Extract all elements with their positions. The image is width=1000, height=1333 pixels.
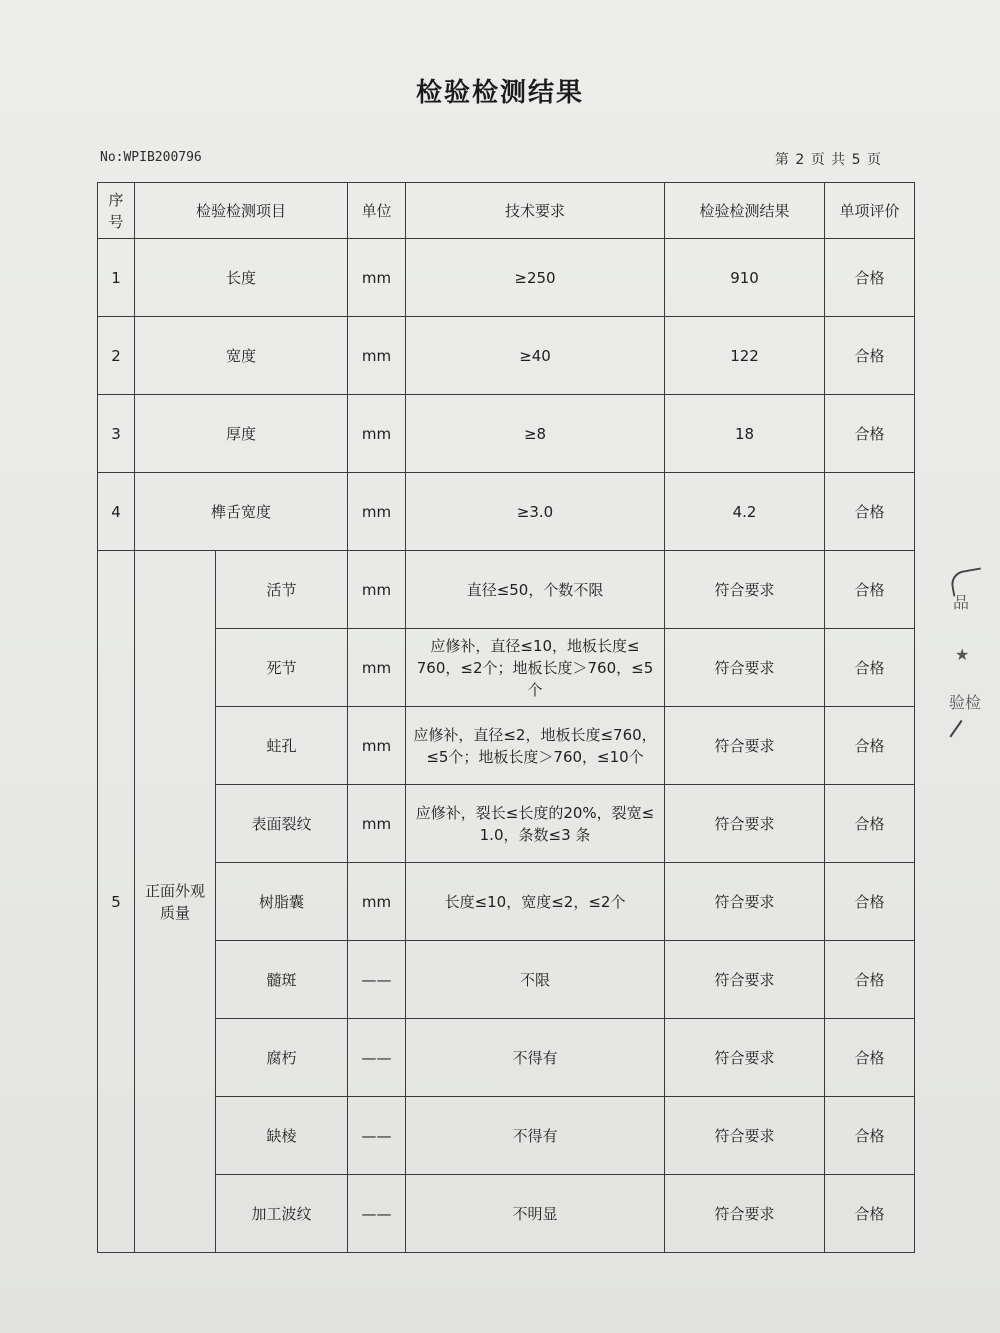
- result-cell: 符合要求: [665, 863, 825, 941]
- requirement-cell: [406, 1175, 665, 1253]
- requirement-cell: [406, 551, 665, 629]
- item-cell: 缺棱: [216, 1097, 348, 1175]
- evaluation-cell: 合格: [825, 941, 915, 1019]
- requirement-cell: [406, 941, 665, 1019]
- requirement-cell: [406, 1019, 665, 1097]
- table-row: [98, 551, 915, 629]
- evaluation-cell: 合格: [825, 863, 915, 941]
- item-cell: 厚度: [135, 395, 348, 473]
- result-cell: 910: [665, 239, 825, 317]
- inspection-stamp: [945, 570, 985, 750]
- table-row: [98, 239, 915, 317]
- item-cell: 宽度: [135, 317, 348, 395]
- unit-cell: ——: [348, 941, 406, 1019]
- unit-cell: mm: [348, 473, 406, 551]
- seq-cell: 3: [98, 395, 135, 473]
- item-cell: 死节: [216, 629, 348, 707]
- table-row: [98, 1097, 915, 1175]
- result-cell: 122: [665, 317, 825, 395]
- requirement-cell: [406, 629, 665, 707]
- unit-cell: ——: [348, 1097, 406, 1175]
- group-label-line2: 质量: [159, 903, 190, 922]
- evaluation-cell: 合格: [825, 1175, 915, 1253]
- requirement-line1: 应修补，裂长≤长度的20%，裂宽≤: [415, 803, 655, 822]
- result-cell: 符合要求: [665, 941, 825, 1019]
- unit-cell: mm: [348, 395, 406, 473]
- stamp-text-bottom: 验检: [949, 693, 982, 712]
- result-cell: 符合要求: [665, 1019, 825, 1097]
- header-requirement: 技术要求: [406, 183, 665, 239]
- evaluation-cell: 合格: [825, 239, 915, 317]
- seq-cell: 2: [98, 317, 135, 395]
- requirement-cell: [406, 863, 665, 941]
- unit-cell: mm: [348, 629, 406, 707]
- requirement-line1: 长度≤10，宽度≤2，≤2个: [444, 892, 626, 911]
- requirement-cell: ≥3.0: [406, 473, 665, 551]
- table-row: [98, 317, 915, 395]
- requirement-cell: ≥40: [406, 317, 665, 395]
- evaluation-cell: 合格: [825, 1097, 915, 1175]
- requirement-line1: 直径≤50，个数不限: [466, 580, 604, 599]
- seq-cell: 1: [98, 239, 135, 317]
- requirement-cell: [406, 785, 665, 863]
- page-title: 检验检测结果: [415, 78, 584, 108]
- evaluation-cell: 合格: [825, 473, 915, 551]
- unit-cell: mm: [348, 317, 406, 395]
- requirement-cell: ≥8: [406, 395, 665, 473]
- unit-cell: mm: [348, 863, 406, 941]
- result-cell: 4.2: [665, 473, 825, 551]
- table-row: [98, 395, 915, 473]
- table-row: [98, 1175, 915, 1253]
- header-result: 检验检测结果: [665, 183, 825, 239]
- table-row: [98, 1019, 915, 1097]
- requirement-line1: 不明显: [512, 1204, 558, 1223]
- item-cell: 长度: [135, 239, 348, 317]
- unit-cell: mm: [348, 785, 406, 863]
- evaluation-cell: 合格: [825, 317, 915, 395]
- item-cell: 榫舌宽度: [135, 473, 348, 551]
- table-row: [98, 707, 915, 785]
- evaluation-cell: 合格: [825, 629, 915, 707]
- item-cell: 树脂囊: [216, 863, 348, 941]
- requirement-line1: 应修补，直径≤2，地板长度≤760，: [413, 725, 657, 744]
- unit-cell: ——: [348, 1019, 406, 1097]
- requirement-line1: 应修补，直径≤10，地板长度≤: [430, 636, 640, 655]
- requirement-cell: [406, 1097, 665, 1175]
- header-unit: 单位: [348, 183, 406, 239]
- stamp-text-top: 品: [953, 593, 970, 612]
- table-row: [98, 629, 915, 707]
- requirement-line1: 不得有: [512, 1048, 558, 1067]
- item-cell: 蛀孔: [216, 707, 348, 785]
- unit-cell: mm: [348, 707, 406, 785]
- table-row: [98, 473, 915, 551]
- requirement-line1: 不得有: [512, 1126, 558, 1145]
- requirement-line2: ≤5个；地板长度＞760，≤10个: [426, 747, 644, 766]
- header-evaluation: 单项评价: [825, 183, 915, 239]
- stamp-border-bottom: [949, 720, 980, 750]
- evaluation-cell: 合格: [825, 395, 915, 473]
- item-cell: 加工波纹: [216, 1175, 348, 1253]
- table-row: [98, 863, 915, 941]
- evaluation-cell: 合格: [825, 707, 915, 785]
- requirement-line2: 1.0，条数≤3 条: [479, 825, 591, 844]
- evaluation-cell: 合格: [825, 785, 915, 863]
- item-cell: 活节: [216, 551, 348, 629]
- seq-cell: 5: [98, 551, 135, 1253]
- header-item: 检验检测项目: [135, 183, 348, 239]
- unit-cell: ——: [348, 1175, 406, 1253]
- requirement-line2: 760，≤2个；地板长度＞760，≤5个: [416, 658, 654, 699]
- unit-cell: mm: [348, 551, 406, 629]
- star-icon: ★: [955, 645, 970, 664]
- table-row: [98, 785, 915, 863]
- document-number: No:WPIB200796: [100, 150, 202, 165]
- unit-cell: mm: [348, 239, 406, 317]
- group-label-line1: 正面外观: [144, 881, 205, 900]
- results-table: [97, 182, 915, 1253]
- evaluation-cell: 合格: [825, 1019, 915, 1097]
- requirement-cell: ≥250: [406, 239, 665, 317]
- result-cell: 18: [665, 395, 825, 473]
- table-header-row: [98, 183, 915, 239]
- group-label-cell: [135, 551, 216, 1253]
- result-cell: 符合要求: [665, 629, 825, 707]
- item-cell: 髓斑: [216, 941, 348, 1019]
- table-row: [98, 941, 915, 1019]
- evaluation-cell: 合格: [825, 551, 915, 629]
- result-cell: 符合要求: [665, 1175, 825, 1253]
- seq-cell: 4: [98, 473, 135, 551]
- result-cell: 符合要求: [665, 707, 825, 785]
- result-cell: 符合要求: [665, 1097, 825, 1175]
- result-cell: 符合要求: [665, 785, 825, 863]
- requirement-cell: [406, 707, 665, 785]
- result-cell: 符合要求: [665, 551, 825, 629]
- requirement-line1: 不限: [520, 970, 551, 989]
- item-cell: 表面裂纹: [216, 785, 348, 863]
- header-seq: 序号: [98, 183, 135, 239]
- page-indicator: 第 2 页 共 5 页: [774, 152, 882, 168]
- item-cell: 腐朽: [216, 1019, 348, 1097]
